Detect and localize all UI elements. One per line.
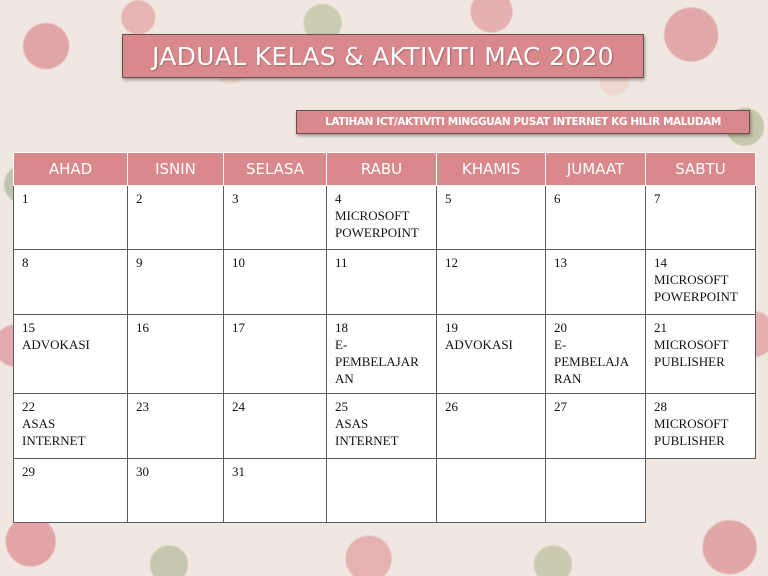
day-cell bbox=[14, 186, 128, 250]
day-number: 3 bbox=[232, 191, 239, 206]
day-number: 31 bbox=[232, 464, 245, 479]
week-row bbox=[14, 250, 756, 315]
weekday-header: SELASA bbox=[224, 153, 327, 186]
day-number: 7 bbox=[654, 191, 661, 206]
day-cell bbox=[224, 394, 327, 459]
day-cell bbox=[224, 315, 327, 394]
day-number: 9 bbox=[136, 255, 143, 270]
day-cell bbox=[437, 315, 546, 394]
day-number: 24 bbox=[232, 399, 245, 414]
day-cell bbox=[224, 459, 327, 523]
activity-label: MICROSOFT PUBLISHER bbox=[654, 416, 729, 448]
weekday-header: JUMAAT bbox=[546, 153, 646, 186]
day-number: 17 bbox=[232, 320, 245, 335]
weekday-header: SABTU bbox=[646, 153, 756, 186]
day-number: 19 bbox=[445, 320, 458, 335]
day-number: 25 bbox=[335, 399, 348, 414]
day-cell bbox=[327, 186, 437, 250]
day-number: 1 bbox=[22, 191, 29, 206]
day-number: 18 bbox=[335, 320, 348, 335]
day-cell bbox=[224, 250, 327, 315]
day-number: 27 bbox=[554, 399, 567, 414]
day-cell bbox=[128, 394, 224, 459]
day-number: 28 bbox=[654, 399, 667, 414]
day-number: 15 bbox=[22, 320, 35, 335]
day-cell bbox=[546, 315, 646, 394]
empty-day-cell bbox=[646, 459, 756, 523]
activity-label: ADVOKASI bbox=[445, 337, 513, 352]
day-number: 23 bbox=[136, 399, 149, 414]
day-cell bbox=[437, 459, 546, 523]
day-cell bbox=[224, 186, 327, 250]
week-row bbox=[14, 315, 756, 394]
week-row bbox=[14, 394, 756, 459]
activity-label: ASAS INTERNET bbox=[22, 416, 86, 448]
day-cell bbox=[128, 459, 224, 523]
activity-label: ASAS INTERNET bbox=[335, 416, 399, 448]
day-cell bbox=[14, 459, 128, 523]
day-number: 22 bbox=[22, 399, 35, 414]
day-cell bbox=[14, 250, 128, 315]
day-cell bbox=[646, 250, 756, 315]
day-cell bbox=[437, 250, 546, 315]
calendar-table bbox=[13, 152, 756, 523]
day-number: 5 bbox=[445, 191, 452, 206]
activity-label: MICROSOFT POWERPOINT bbox=[335, 208, 419, 240]
day-number: 20 bbox=[554, 320, 567, 335]
day-cell bbox=[546, 250, 646, 315]
day-cell bbox=[546, 459, 646, 523]
page-title: JADUAL KELAS & AKTIVITI MAC 2020 bbox=[122, 34, 644, 78]
week-row bbox=[14, 186, 756, 250]
day-cell bbox=[128, 315, 224, 394]
day-cell bbox=[327, 250, 437, 315]
day-cell bbox=[546, 394, 646, 459]
day-number: 4 bbox=[335, 191, 342, 206]
day-cell bbox=[327, 394, 437, 459]
day-cell bbox=[646, 186, 756, 250]
day-cell bbox=[546, 186, 646, 250]
activity-label: MICROSOFT PUBLISHER bbox=[654, 337, 729, 369]
activity-label: E- PEMBELAJA RAN bbox=[554, 337, 630, 386]
day-number: 26 bbox=[445, 399, 458, 414]
activity-label: MICROSOFT POWERPOINT bbox=[654, 272, 738, 304]
day-number: 10 bbox=[232, 255, 245, 270]
day-cell bbox=[437, 186, 546, 250]
week-row bbox=[14, 459, 756, 523]
day-cell bbox=[646, 315, 756, 394]
day-number: 8 bbox=[22, 255, 29, 270]
activity-label: E- PEMBELAJAR AN bbox=[335, 337, 419, 386]
day-cell bbox=[128, 250, 224, 315]
weekday-header: RABU bbox=[327, 153, 437, 186]
activity-label: ADVOKASI bbox=[22, 337, 90, 352]
day-number: 11 bbox=[335, 255, 348, 270]
weekday-header: ISNIN bbox=[128, 153, 224, 186]
day-cell bbox=[327, 459, 437, 523]
page-subtitle: LATIHAN ICT/AKTIVITI MINGGUAN PUSAT INTERNET KG HILIR MALUDAM bbox=[296, 110, 750, 134]
day-cell bbox=[646, 394, 756, 459]
day-number: 21 bbox=[654, 320, 667, 335]
weekday-header-row bbox=[14, 153, 756, 186]
day-number: 14 bbox=[654, 255, 667, 270]
day-number: 16 bbox=[136, 320, 149, 335]
day-cell bbox=[327, 315, 437, 394]
day-cell bbox=[128, 186, 224, 250]
day-number: 29 bbox=[22, 464, 35, 479]
day-number: 30 bbox=[136, 464, 149, 479]
day-number: 12 bbox=[445, 255, 458, 270]
day-number: 2 bbox=[136, 191, 143, 206]
day-cell bbox=[14, 394, 128, 459]
weekday-header: AHAD bbox=[14, 153, 128, 186]
day-cell bbox=[437, 394, 546, 459]
day-number: 6 bbox=[554, 191, 561, 206]
day-number: 13 bbox=[554, 255, 567, 270]
day-cell bbox=[14, 315, 128, 394]
weekday-header: KHAMIS bbox=[437, 153, 546, 186]
